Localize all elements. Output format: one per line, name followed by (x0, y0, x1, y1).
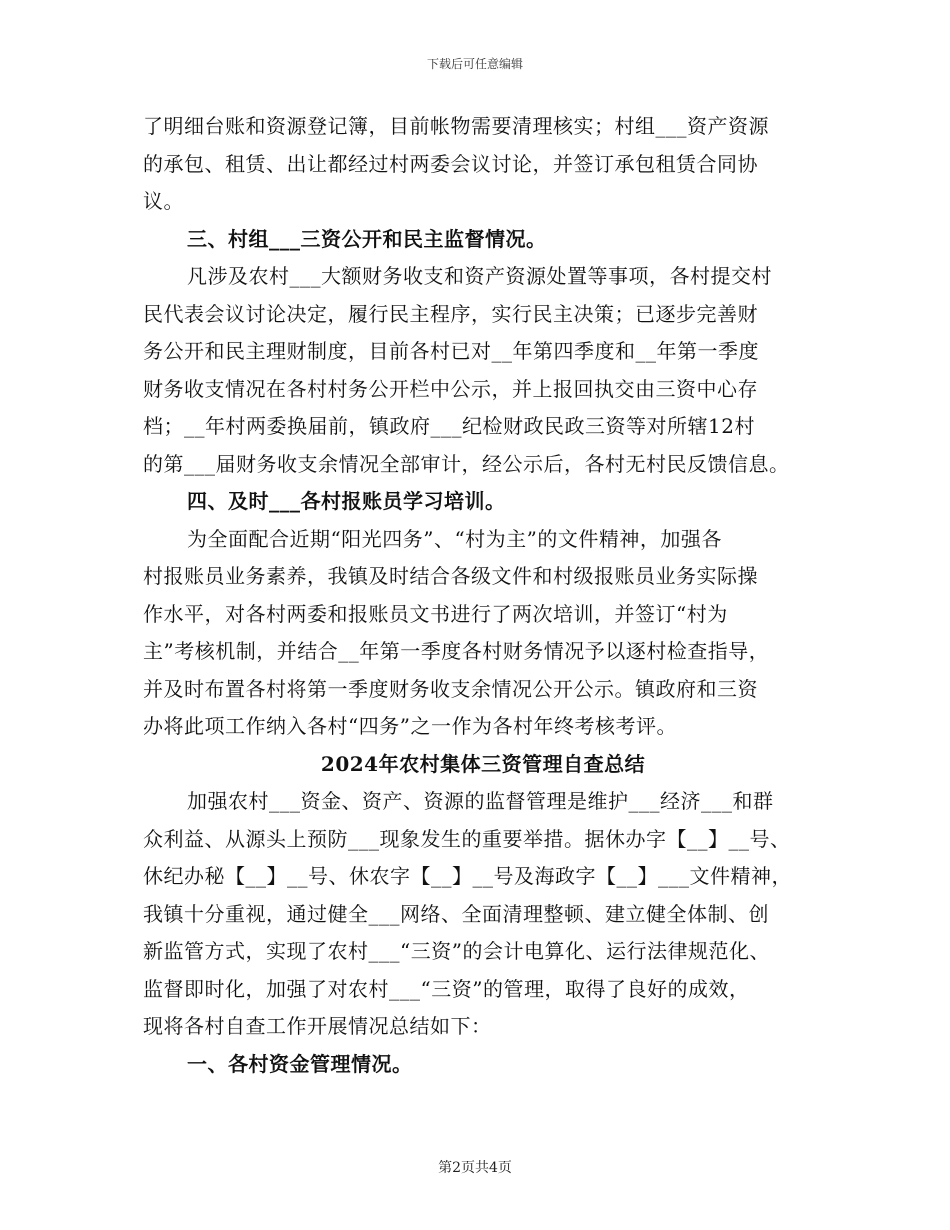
body-line: 现将各村自查工作开展情况总结如下： (143, 1014, 492, 1038)
body-line: 了明细台账和资源登记簿，目前帐物需要清理核实；村组___资产资源 (143, 114, 769, 138)
body-line: 作水平，对各村两委和报账员文书进行了两次培训，并签订“村为 (143, 601, 728, 626)
body-line: 民代表会议讨论决定，履行民主程序，实行民主决策；已逐步完善财 (143, 301, 758, 326)
document-body (143, 108, 813, 1083)
body-line: 档；__年村两委换届前，镇政府___纪检财政民政三资等对所辖12村 (143, 414, 755, 438)
body-line: 众利益、从源头上预防___现象发生的重要举措。据休办字【__】__号、 (143, 826, 791, 851)
body-line: 的第___届财务收支余情况全部审计，经公示后，各村无村民反馈信息。 (143, 451, 790, 476)
paragraph-start: 为全面配合近期“阳光四务”、“村为主”的文件精神，加强各 (187, 526, 722, 551)
body-line: 新监管方式，实现了农村___“三资”的会计电算化、运行法律规范化、 (143, 939, 770, 963)
body-line: 主”考核机制，并结合__年第一季度各村财务情况予以逐村检查指导， (143, 639, 770, 663)
body-line: 议。 (143, 189, 184, 213)
body-line: 我镇十分重视，通过健全___网络、全面清理整顿、建立健全体制、创 (143, 901, 769, 926)
body-line: 办将此项工作纳入各村“四务”之一作为各村年终考核考评。 (143, 714, 677, 738)
body-line: 的承包、租赁、出让都经过村两委会议讨论，并签订承包租赁合同协 (143, 151, 758, 176)
body-line: 务公开和民主理财制度，目前各村已对__年第四季度和__年第一季度 (143, 339, 759, 363)
section-heading-1: 一、各村资金管理情况。 (187, 1051, 413, 1076)
paragraph-start: 加强农村___资金、资产、资源的监督管理是维护___经济___和群 (187, 789, 774, 813)
page-footer: 第2页共4页 (438, 1160, 512, 1176)
body-line: 村报账员业务素养，我镇及时结合各级文件和村级报账员业务实际操 (143, 564, 758, 588)
body-line: 监督即时化，加强了对农村___“三资”的管理，取得了良好的成效， (143, 976, 750, 1001)
page-header: 下载后可任意编辑 (426, 57, 523, 71)
section-heading-4: 四、及时___各村报账员学习培训。 (187, 489, 506, 513)
paragraph-start: 凡涉及农村___大额财务收支和资产资源处置等事项，各村提交村 (187, 264, 772, 288)
body-line: 并及时布置各村将第一季度财务收支余情况公开公示。镇政府和三资 (143, 676, 758, 701)
body-line: 休纪办秘【__】__号、休农字【__】__号及海政字【__】___文件精神， (143, 864, 792, 888)
section-heading-3: 三、村组___三资公开和民主监督情况。 (187, 226, 547, 251)
document-title: 2024年农村集体三资管理自查总结 (320, 751, 646, 776)
body-line: 财务收支情况在各村村务公开栏中公示，并上报回执交由三资中心存 (143, 376, 758, 401)
